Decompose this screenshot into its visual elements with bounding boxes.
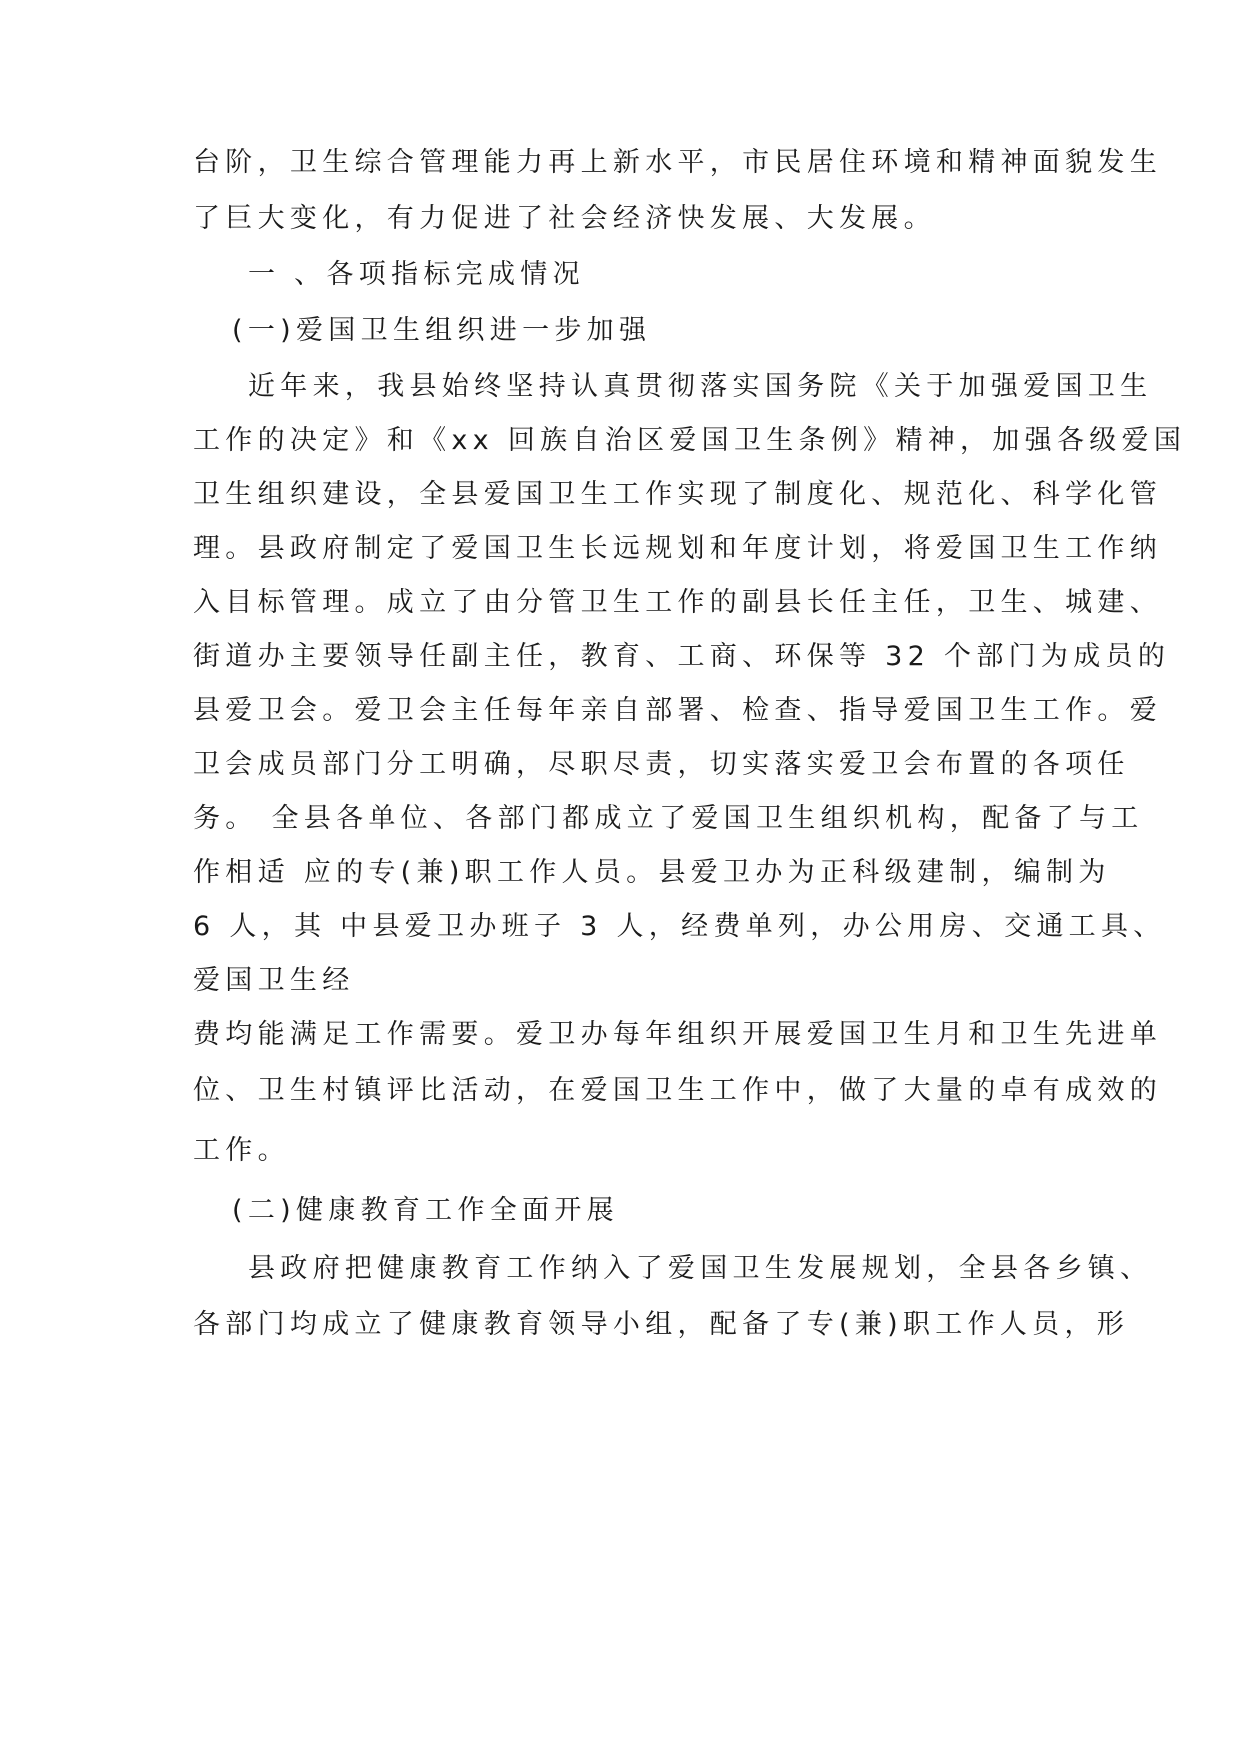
section-heading: 一 、各项指标完成情况 [248, 259, 585, 290]
body-text-line: 卫会成员部门分工明确，尽职尽责，切实落实爱卫会布置的各项任 [193, 749, 1130, 780]
body-text-line: 县政府把健康教育工作纳入了爱国卫生发展规划，全县各乡镇、 [248, 1253, 1153, 1284]
body-text-line: 位、卫生村镇评比活动，在爱国卫生工作中，做了大量的卓有成效的 [193, 1075, 1162, 1106]
body-text-line: 爱国卫生经 [193, 965, 355, 996]
body-text-line: 各部门均成立了健康教育领导小组，配备了专(兼)职工作人员，形 [193, 1309, 1130, 1340]
subsection-heading: (一)爱国卫生组织进一步加强 [232, 315, 652, 346]
body-text-line: 务。 全县各单位、各部门都成立了爱国卫生组织机构，配备了与工 [193, 803, 1144, 834]
body-text-line: 作相适 应的专(兼)职工作人员。县爱卫办为正科级建制，编制为 [193, 857, 1111, 888]
body-text-line: 了巨大变化，有力促进了社会经济快发展、大发展。 [193, 203, 936, 234]
body-text-line: 近年来，我县始终坚持认真贯彻落实国务院《关于加强爱国卫生 [248, 371, 1153, 402]
body-text-line: 街道办主要领导任副主任，教育、工商、环保等 32 个部门为成员的 [193, 641, 1171, 672]
subsection-heading: (二)健康教育工作全面开展 [232, 1195, 619, 1226]
body-text-line: 6 人，其 中县爱卫办班子 3 人，经费单列，办公用房、交通工具、 [193, 911, 1166, 942]
body-text-line: 台阶，卫生综合管理能力再上新水平，市民居住环境和精神面貌发生 [193, 147, 1162, 178]
body-text-line: 卫生组织建设，全县爱国卫生工作实现了制度化、规范化、科学化管 [193, 479, 1162, 510]
body-text-line: 入目标管理。成立了由分管卫生工作的副县长任主任，卫生、城建、 [193, 587, 1162, 618]
body-text-line: 理。县政府制定了爱国卫生长远规划和年度计划，将爱国卫生工作纳 [193, 533, 1162, 564]
body-text-line: 费均能满足工作需要。爱卫办每年组织开展爱国卫生月和卫生先进单 [193, 1019, 1162, 1050]
body-text-line: 县爱卫会。爱卫会主任每年亲自部署、检查、指导爱国卫生工作。爱 [193, 695, 1162, 726]
body-text-line: 工作。 [193, 1135, 290, 1166]
body-text-line: 工作的决定》和《xx 回族自治区爱国卫生条例》精神，加强各级爱国 [193, 425, 1187, 456]
